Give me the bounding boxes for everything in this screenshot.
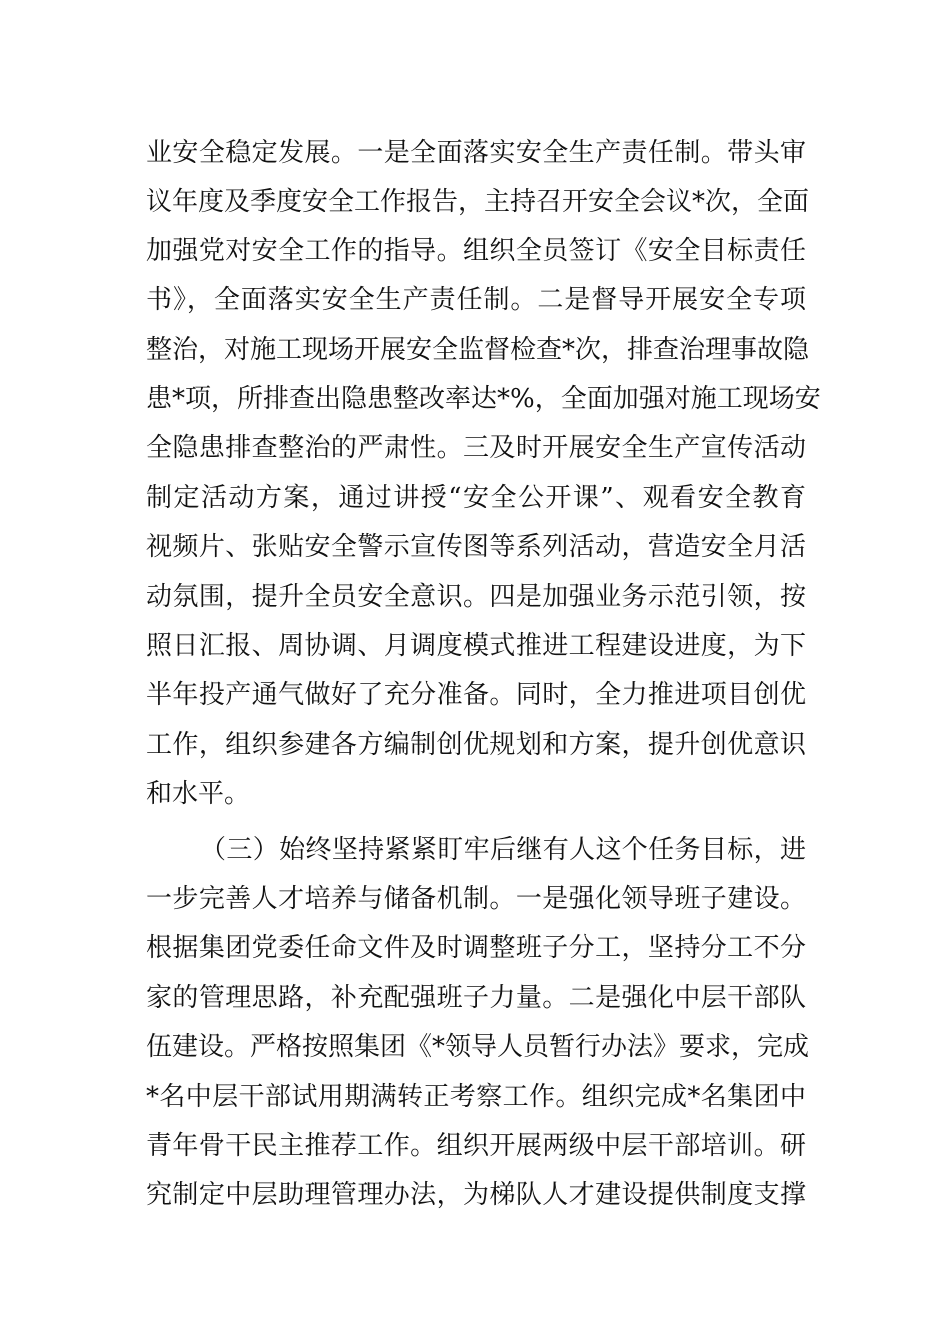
body-text-line: 加强党对安全工作的指导。组织全员签订《安全目标责任 [146, 236, 806, 266]
body-text-line: 工作，组织参建各方编制创优规划和方案，提升创优意识 [146, 730, 806, 760]
body-text-line: 整治，对施工现场开展安全监督检查*次，排查治理事故隐 [146, 335, 810, 365]
body-text-line: 根据集团党委任命文件及时调整班子分工，坚持分工不分 [146, 933, 806, 963]
section-heading-line: （三）始终坚持紧紧盯牢后继有人这个任务目标，进 [200, 835, 806, 865]
body-text-line: 议年度及季度安全工作报告，主持召开安全会议*次，全面 [146, 187, 810, 217]
body-text-line: 患*项，所排查出隐患整改率达*%，全面加强对施工现场安 [146, 384, 821, 414]
body-text-line: 书》，全面落实安全生产责任制。二是督导开展安全专项 [146, 285, 806, 315]
body-text-line: 全隐患排查整治的严肃性。三及时开展安全生产宣传活动 [146, 433, 806, 463]
body-text-line: 一步完善人才培养与储备机制。一是强化领导班子建设。 [146, 884, 806, 914]
body-text-line: 视频片、张贴安全警示宣传图等系列活动，营造安全月活 [146, 532, 806, 562]
body-text-line: 青年骨干民主推荐工作。组织开展两级中层干部培训。研 [146, 1131, 806, 1161]
body-text-line: 究制定中层助理管理办法，为梯队人才建设提供制度支撑 [146, 1180, 806, 1210]
body-text-line: 制定活动方案，通过讲授“安全公开课”、观看安全教育 [146, 483, 806, 513]
body-text-line: 伍建设。严格按照集团《*领导人员暂行办法》要求，完成 [146, 1032, 810, 1062]
body-text-line: 和水平。 [146, 779, 251, 809]
body-text-line: 家的管理思路，补充配强班子力量。二是强化中层干部队 [146, 983, 806, 1013]
body-text-line: 照日汇报、周协调、月调度模式推进工程建设进度，为下 [146, 631, 806, 661]
body-text-line: 半年投产通气做好了充分准备。同时，全力推进项目创优 [146, 680, 806, 710]
body-text-line: 动氛围，提升全员安全意识。四是加强业务示范引领，按 [146, 582, 806, 612]
body-text-line: *名中层干部试用期满转正考察工作。组织完成*名集团中 [146, 1082, 806, 1112]
body-text-line: 业安全稳定发展。一是全面落实安全生产责任制。带头审 [146, 138, 806, 168]
